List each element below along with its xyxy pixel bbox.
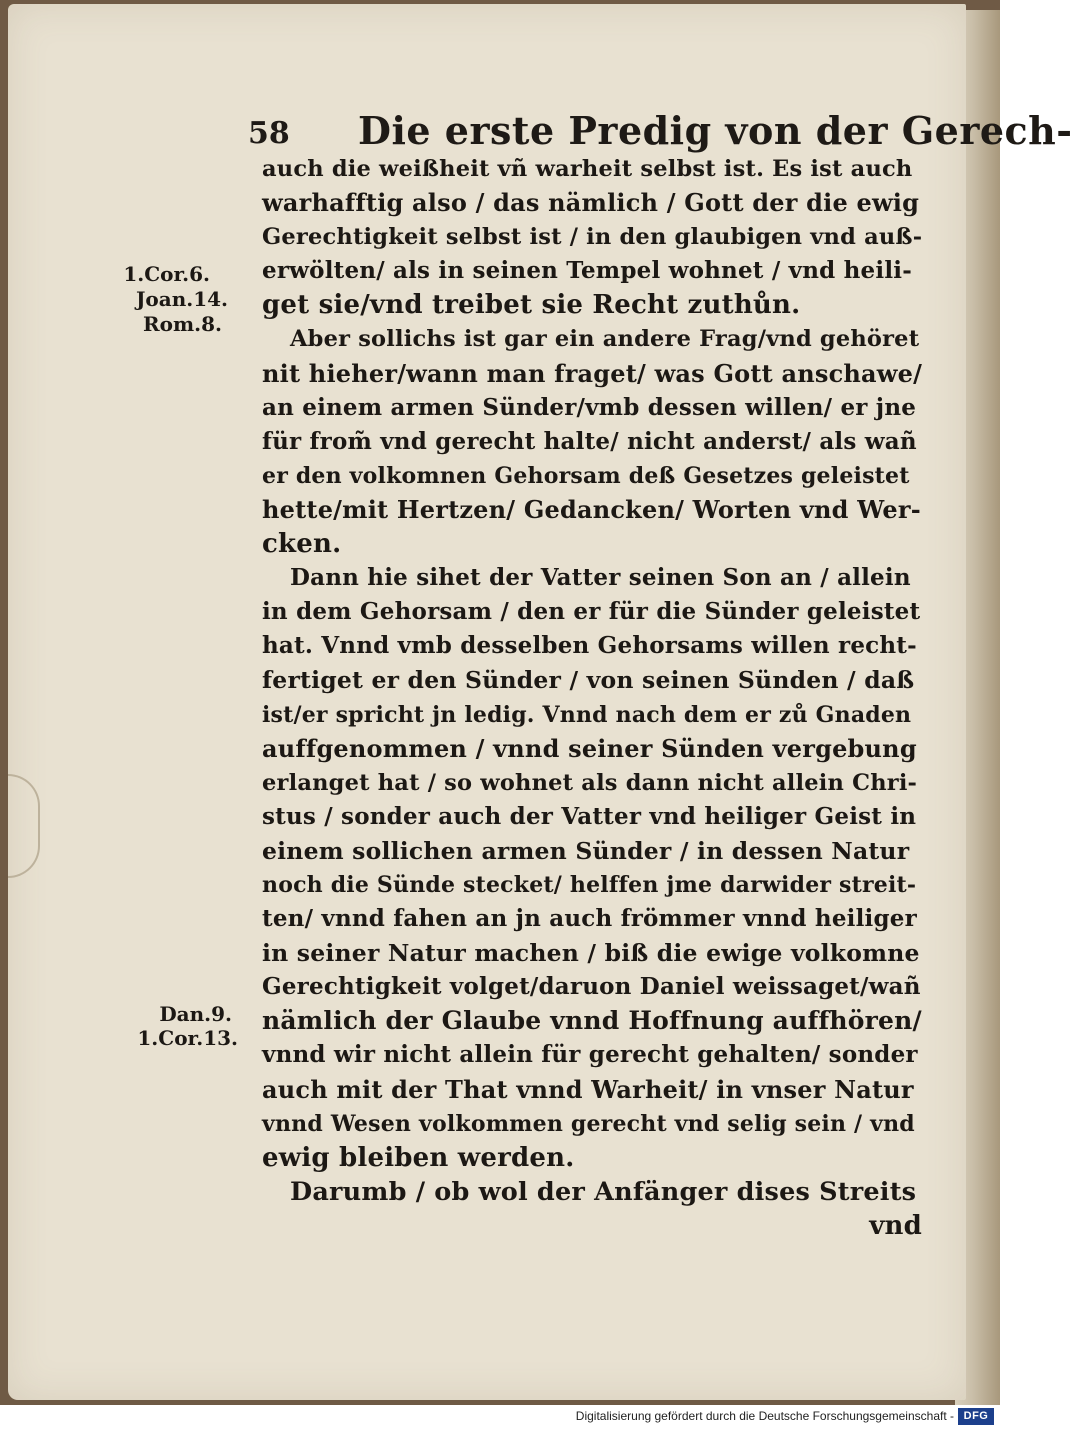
page-clip	[8, 774, 40, 878]
text-line: hette/mit Hertzen/ Gedancken/ Worten vnd Wer-	[262, 494, 921, 524]
text-line: in dem Gehorsam / den er für die Sünder geleistet	[262, 598, 921, 626]
margin-note: 1.Cor.13.	[137, 1026, 238, 1050]
running-head: Die erste Predig von der Gerech-	[358, 108, 1073, 153]
text-line: er den volkomnen Gehorsam deß Gesetzes geleistet	[262, 462, 910, 489]
text-line: warhafftig also / das nämlich / Gott der die ewig	[262, 188, 920, 218]
text-line: nämlich der Glaube vnnd Hoffnung auffhören/	[262, 1006, 922, 1036]
text-line: auch die weißheit vñ warheit selbst ist. Es ist auch	[262, 156, 913, 182]
text-line: vnnd wir nicht allein für gerecht gehalten/ sonder	[262, 1041, 918, 1069]
text-line: auffgenommen / vnnd seiner Sünden vergebung	[262, 733, 917, 763]
text-line: ist/er spricht jn ledig. Vnnd nach dem er zů Gnaden	[262, 701, 912, 728]
text-line: hat. Vnnd vmb desselben Gehorsams willen recht-	[262, 632, 917, 660]
text-line: Gerechtigkeit selbst ist / in den glaubigen vnd auß-	[262, 224, 923, 251]
text-line: ewig bleiben werden.	[262, 1142, 575, 1173]
text-line: Gerechtigkeit volget/daruon Daniel weissaget/wañ	[262, 973, 921, 1001]
text-line: für from̃ vnd gerecht halte/ nicht anderst/ als wañ	[262, 427, 917, 455]
text-line: Darumb / ob wol der Anfänger dises Streits	[290, 1176, 917, 1207]
page-number: 58	[248, 116, 290, 151]
text-line: stus / sonder auch der Vatter vnd heiliger Geist in	[262, 802, 917, 830]
body-text	[262, 152, 922, 1243]
text-line: noch die Sünde stecket/ helffen jme darwider streit-	[262, 871, 917, 898]
text-line: Aber sollichs ist gar ein andere Frag/vnd gehöret	[290, 326, 920, 353]
text-line: vnnd Wesen volkommen gerecht vnd selig sein / vnd	[262, 1110, 915, 1137]
text-line: Dann hie sihet der Vatter seinen Son an / allein	[290, 564, 911, 592]
text-line: ten/ vnnd fahen an jn auch frömmer vnnd heiliger	[262, 905, 917, 933]
text-line: einem sollichen armen Sünder / in dessen Natur	[262, 836, 910, 865]
margin-note: Rom.8.	[143, 312, 222, 336]
text-line: cken.	[262, 529, 342, 560]
dfg-logo: DFG	[958, 1408, 994, 1425]
text-line: erlanget hat / so wohnet als dann nicht allein Chri-	[262, 769, 918, 796]
margin-note: Joan.14.	[135, 287, 228, 311]
text-line: get sie/vnd treibet sie Recht zuthůn.	[262, 290, 801, 321]
margin-note: Dan.9.	[159, 1002, 232, 1026]
text-line: an einem armen Sünder/vmb dessen willen/ er jne	[262, 393, 917, 421]
text-line: in seiner Natur machen / biß die ewige volkomne	[262, 939, 920, 968]
funding-credit: Digitalisierung gefördert durch die Deutsche Forschungsgemeinschaft -	[575, 1409, 954, 1423]
footer-bar	[0, 1405, 1000, 1429]
text-line: fertiget er den Sünder / von seinen Sünden / daß	[262, 666, 915, 695]
margin-note: 1.Cor.6.	[123, 262, 210, 286]
catchword: vnd	[869, 1210, 922, 1241]
text-line: nit hieher/wann man fraget/ was Gott anschawe/	[262, 358, 923, 388]
text-line: auch mit der That vnnd Warheit/ in vnser Natur	[262, 1074, 914, 1104]
text-line: erwölten/ als in seinen Tempel wohnet / vnd heili-	[262, 257, 912, 285]
